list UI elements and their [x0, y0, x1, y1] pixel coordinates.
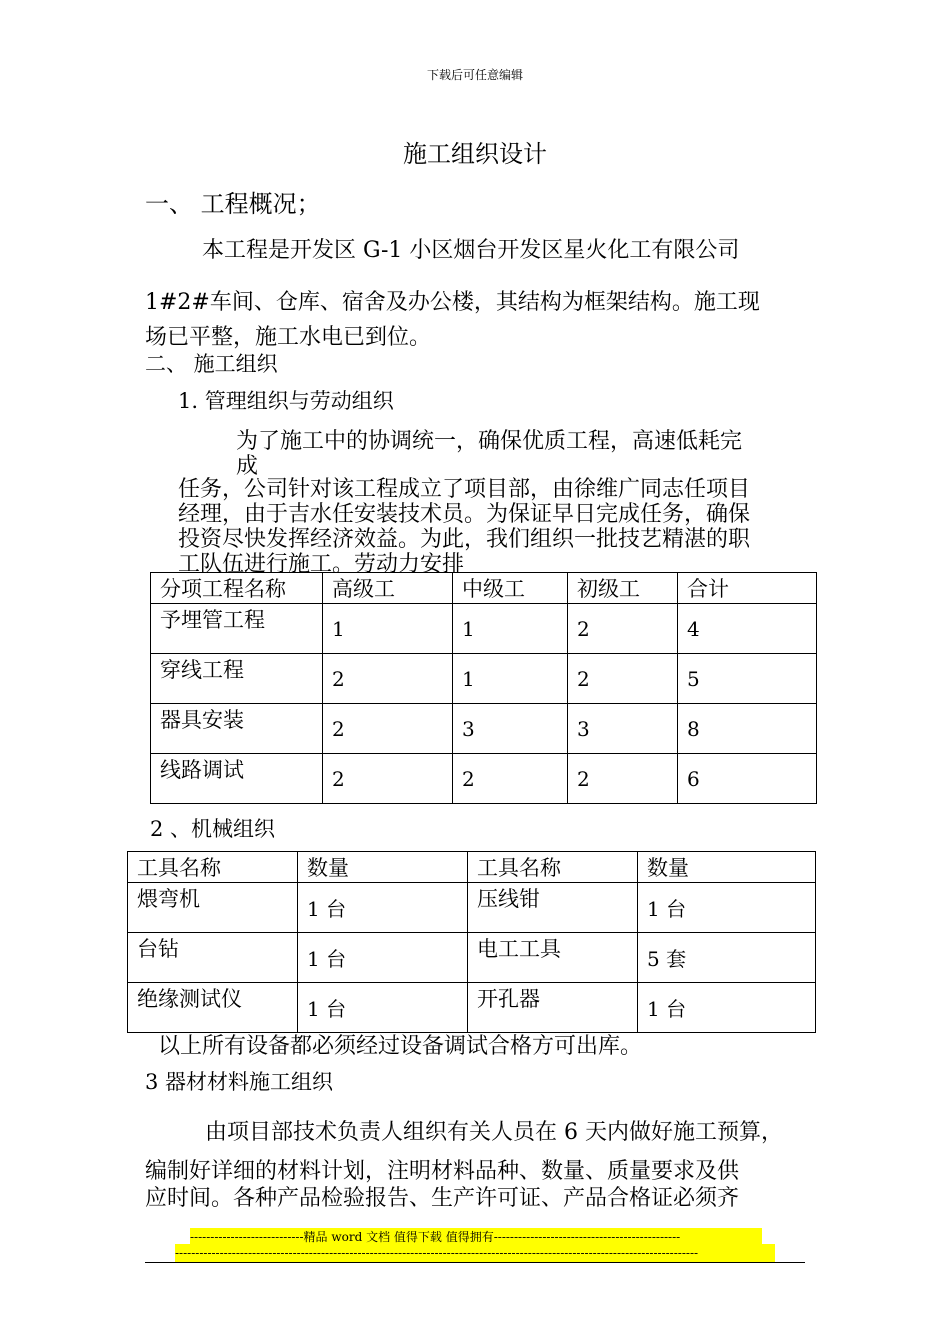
labor-value-cell: 8 [678, 704, 817, 754]
machine-qty-cell: 1 台 [298, 933, 468, 983]
subsection1-heading: 1. 管理组织与劳动组织 [178, 389, 394, 413]
table-row [151, 754, 817, 804]
labor-header-cell: 高级工 [323, 573, 453, 604]
machine-header-cell: 数量 [638, 852, 816, 883]
labor-value-cell: 5 [678, 654, 817, 704]
section2-heading: 二、 施工组织 [145, 352, 278, 376]
section3-para-line2: 编制好详细的材料计划，注明材料品种、数量、质量要求及供 [145, 1159, 740, 1184]
machine-tool-cell: 绝缘测试仪 [128, 983, 298, 1033]
machine-qty-cell: 1 台 [638, 883, 816, 933]
table-row [128, 933, 816, 983]
machine-header-cell: 工具名称 [128, 852, 298, 883]
labor-value-cell: 3 [568, 704, 678, 754]
table-row [151, 704, 817, 754]
machine-tool-cell: 开孔器 [468, 983, 638, 1033]
footer-rule [145, 1262, 805, 1263]
section2-para-line6: 工队伍进行施工。劳动力安排 [178, 552, 465, 577]
labor-value-cell: 1 [453, 654, 568, 704]
labor-header-cell: 初级工 [568, 573, 678, 604]
labor-item-cell: 穿线工程 [151, 654, 323, 704]
footer-banner-line1: ----------------------------精品 word 文档 值得下载 值得拥有---------------------------------------------- [190, 1228, 762, 1246]
page-header: 下载后可任意编辑 [426, 68, 523, 82]
section3-para-line3: 应时间。各种产品检验报告、生产许可证、产品合格证必须齐 [145, 1186, 740, 1211]
section1-para-line3: 场已平整，施工水电已到位。 [145, 325, 432, 350]
document-title: 施工组织设计 [403, 140, 547, 168]
labor-value-cell: 2 [323, 654, 453, 704]
labor-value-cell: 1 [453, 604, 568, 654]
labor-value-cell: 2 [323, 754, 453, 804]
machine-section-heading: 2 、机械组织 [150, 817, 276, 841]
machine-qty-cell: 5 套 [638, 933, 816, 983]
machine-qty-cell: 1 台 [638, 983, 816, 1033]
section1-para-line2: 1#2#车间、仓库、宿舍及办公楼，其结构为框架结构。施工现 [145, 290, 760, 315]
section2-para-line4: 经理，由于吉水任安装技术员。为保证早日完成任务，确保 [178, 502, 751, 527]
labor-item-cell: 器具安装 [151, 704, 323, 754]
machine-tool-cell: 煨弯机 [128, 883, 298, 933]
machine-table-header-row [128, 852, 816, 883]
labor-header-cell: 中级工 [453, 573, 568, 604]
section3-heading: 3 器材材料施工组织 [145, 1070, 334, 1094]
machine-header-cell: 工具名称 [468, 852, 638, 883]
section1-para-line1: 本工程是开发区 G-1 小区烟台开发区星火化工有限公司 [202, 238, 740, 263]
footer-banner-line2: --------------------------------------------------------------------------------------------------------------------------------- [175, 1244, 775, 1262]
table-row [128, 983, 816, 1033]
labor-item-cell: 线路调试 [151, 754, 323, 804]
labor-value-cell: 2 [453, 754, 568, 804]
machine-qty-cell: 1 台 [298, 983, 468, 1033]
labor-value-cell: 1 [323, 604, 453, 654]
labor-value-cell: 2 [568, 754, 678, 804]
machine-tool-cell: 台钻 [128, 933, 298, 983]
section3-para-line1: 由项目部技术负责人组织有关人员在 6 天内做好施工预算， [205, 1120, 783, 1145]
labor-item-cell: 予埋管工程 [151, 604, 323, 654]
labor-value-cell: 2 [568, 604, 678, 654]
labor-header-cell: 合计 [678, 573, 817, 604]
labor-value-cell: 2 [323, 704, 453, 754]
labor-value-cell: 2 [568, 654, 678, 704]
section2-para-line1: 为了施工中的协调统一，确保优质工程，高速低耗完 [236, 429, 743, 454]
section2-para-line2: 成 [236, 454, 259, 479]
machine-tool-cell: 电工工具 [468, 933, 638, 983]
section1-heading: 一、 工程概况； [145, 190, 321, 218]
labor-value-cell: 6 [678, 754, 817, 804]
machine-note: 以上所有设备都必须经过设备调试合格方可出库。 [158, 1034, 643, 1059]
labor-header-cell: 分项工程名称 [151, 573, 323, 604]
machine-tool-cell: 压线钳 [468, 883, 638, 933]
machine-header-cell: 数量 [298, 852, 468, 883]
labor-value-cell: 4 [678, 604, 817, 654]
section2-para-line5: 投资尽快发挥经济效益。为此，我们组织一批技艺精湛的职 [178, 527, 751, 552]
labor-value-cell: 3 [453, 704, 568, 754]
table-row [128, 883, 816, 933]
table-row [151, 604, 817, 654]
labor-table [150, 572, 817, 804]
machine-table [127, 851, 816, 1033]
labor-table-header-row [151, 573, 817, 604]
machine-qty-cell: 1 台 [298, 883, 468, 933]
section2-para-line3: 任务，公司针对该工程成立了项目部，由徐维广同志任项目 [178, 477, 751, 502]
table-row [151, 654, 817, 704]
